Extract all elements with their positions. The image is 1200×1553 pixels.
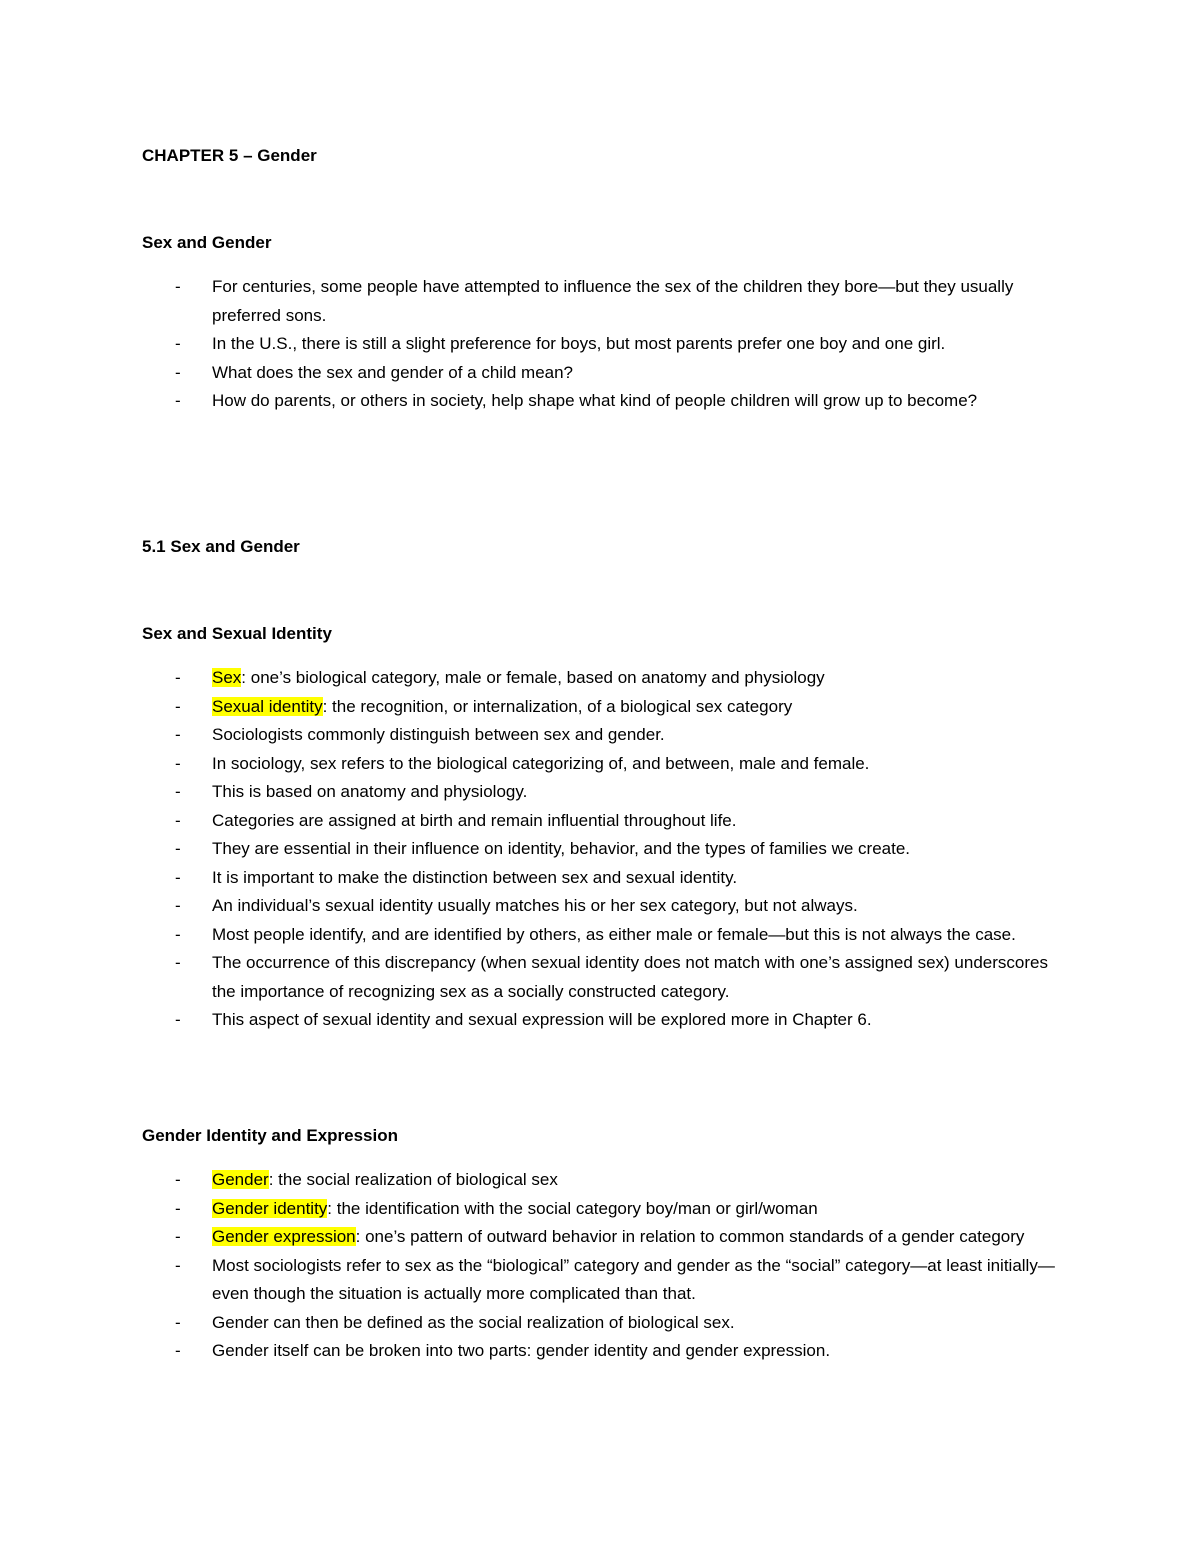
bullet-dash: - (175, 1341, 181, 1360)
bullet-dash: - (175, 277, 181, 296)
section-heading: 5.1 Sex and Gender (142, 537, 300, 556)
bullet-text: Categories are assigned at birth and remain influential throughout life. (212, 810, 737, 830)
bullet-text: Gender can then be defined as the social realization of biological sex. (212, 1312, 735, 1332)
bullet-text: : the social realization of biological sex (268, 1170, 558, 1189)
bullet-list (142, 273, 1062, 416)
bullet-dash: - (175, 1312, 181, 1332)
highlighted-term: Sex (212, 668, 242, 687)
bullet-item (142, 778, 1062, 807)
bullet-text: Most people identify, and are identified by others, as either male or female—but this is not always the case. (212, 924, 1016, 944)
bullet-item (142, 835, 1062, 864)
bullet-item (142, 1006, 1062, 1035)
bullet-text: The occurrence of this discrepancy (when sexual identity does not match with one’s assigned sex) underscores the importance of recognizing sex as a socially constructed category. (212, 953, 1048, 1001)
bullet-dash: - (175, 696, 181, 716)
bullet-item (142, 1166, 1062, 1195)
bullet-text: : the recognition, or internalization, of a biological sex category (322, 696, 793, 716)
bullet-dash: - (175, 1198, 181, 1218)
highlighted-term: Gender identity (212, 1198, 328, 1218)
bullet-item (142, 664, 1062, 693)
bullet-dash: - (175, 782, 181, 801)
bullet-dash: - (175, 1010, 181, 1029)
bullet-dash: - (175, 753, 181, 773)
bullet-dash: - (175, 1170, 181, 1189)
bullet-dash: - (175, 1227, 181, 1246)
bullet-item (142, 330, 1062, 359)
bullet-dash: - (175, 668, 181, 687)
highlighted-term: Gender (212, 1170, 269, 1189)
bullet-dash: - (175, 1255, 181, 1275)
bullet-text: How do parents, or others in society, help shape what kind of people children will grow up to become? (212, 391, 978, 410)
bullet-text: In sociology, sex refers to the biological categorizing of, and between, male and female. (212, 753, 870, 773)
bullet-dash: - (175, 924, 181, 944)
highlighted-term: Gender expression (212, 1227, 356, 1246)
bullet-dash: - (175, 867, 181, 887)
bullet-item (142, 750, 1062, 779)
bullet-item (142, 1309, 1062, 1338)
section-heading: Gender Identity and Expression (142, 1126, 399, 1145)
bullet-dash: - (175, 896, 181, 915)
bullet-list (142, 1166, 1062, 1366)
bullet-dash: - (175, 391, 181, 410)
bullet-dash: - (175, 334, 181, 353)
chapter-title: CHAPTER 5 – Gender (142, 146, 317, 165)
bullet-list (142, 664, 1062, 1035)
bullet-text: It is important to make the distinction between sex and sexual identity. (212, 867, 738, 887)
bullet-text: Gender itself can be broken into two parts: gender identity and gender expression. (212, 1341, 831, 1360)
bullet-text: Most sociologists refer to sex as the “biological” category and gender as the “social” category—at least initially—even though the situation is actually more complicated than that. (212, 1255, 1055, 1303)
bullet-text: This is based on anatomy and physiology. (212, 782, 528, 801)
bullet-text: This aspect of sexual identity and sexual expression will be explored more in Chapter 6. (212, 1010, 872, 1029)
bullet-item (142, 1252, 1062, 1309)
bullet-text: What does the sex and gender of a child mean? (212, 362, 574, 382)
bullet-item (142, 1195, 1062, 1224)
bullet-dash: - (175, 362, 181, 382)
bullet-text: : one’s pattern of outward behavior in relation to common standards of a gender category (355, 1227, 1025, 1246)
bullet-item (142, 1223, 1062, 1252)
bullet-item (142, 1337, 1062, 1366)
bullet-item (142, 721, 1062, 750)
bullet-dash: - (175, 810, 181, 830)
bullet-dash: - (175, 953, 181, 972)
bullet-item (142, 359, 1062, 388)
bullet-text: Sociologists commonly distinguish between sex and gender. (212, 725, 665, 744)
bullet-dash: - (175, 839, 181, 858)
bullet-dash: - (175, 725, 181, 744)
bullet-text: : the identification with the social category boy/man or girl/woman (327, 1198, 818, 1218)
bullet-item (142, 949, 1062, 1006)
bullet-text: For centuries, some people have attempted to influence the sex of the children they bore—but they usually preferred sons. (212, 277, 1014, 325)
bullet-item (142, 864, 1062, 893)
bullet-text: : one’s biological category, male or female, based on anatomy and physiology (241, 668, 825, 687)
bullet-item (142, 921, 1062, 950)
bullet-text: They are essential in their influence on identity, behavior, and the types of families we create. (212, 839, 911, 858)
bullet-text: In the U.S., there is still a slight preference for boys, but most parents prefer one boy and one girl. (212, 334, 946, 353)
section-heading: Sex and Gender (142, 233, 272, 252)
bullet-text: An individual’s sexual identity usually matches his or her sex category, but not always. (212, 896, 858, 915)
bullet-item (142, 807, 1062, 836)
bullet-item (142, 892, 1062, 921)
bullet-item (142, 273, 1062, 330)
highlighted-term: Sexual identity (212, 696, 323, 716)
bullet-item (142, 693, 1062, 722)
section-heading: Sex and Sexual Identity (142, 624, 332, 643)
bullet-item (142, 387, 1062, 416)
